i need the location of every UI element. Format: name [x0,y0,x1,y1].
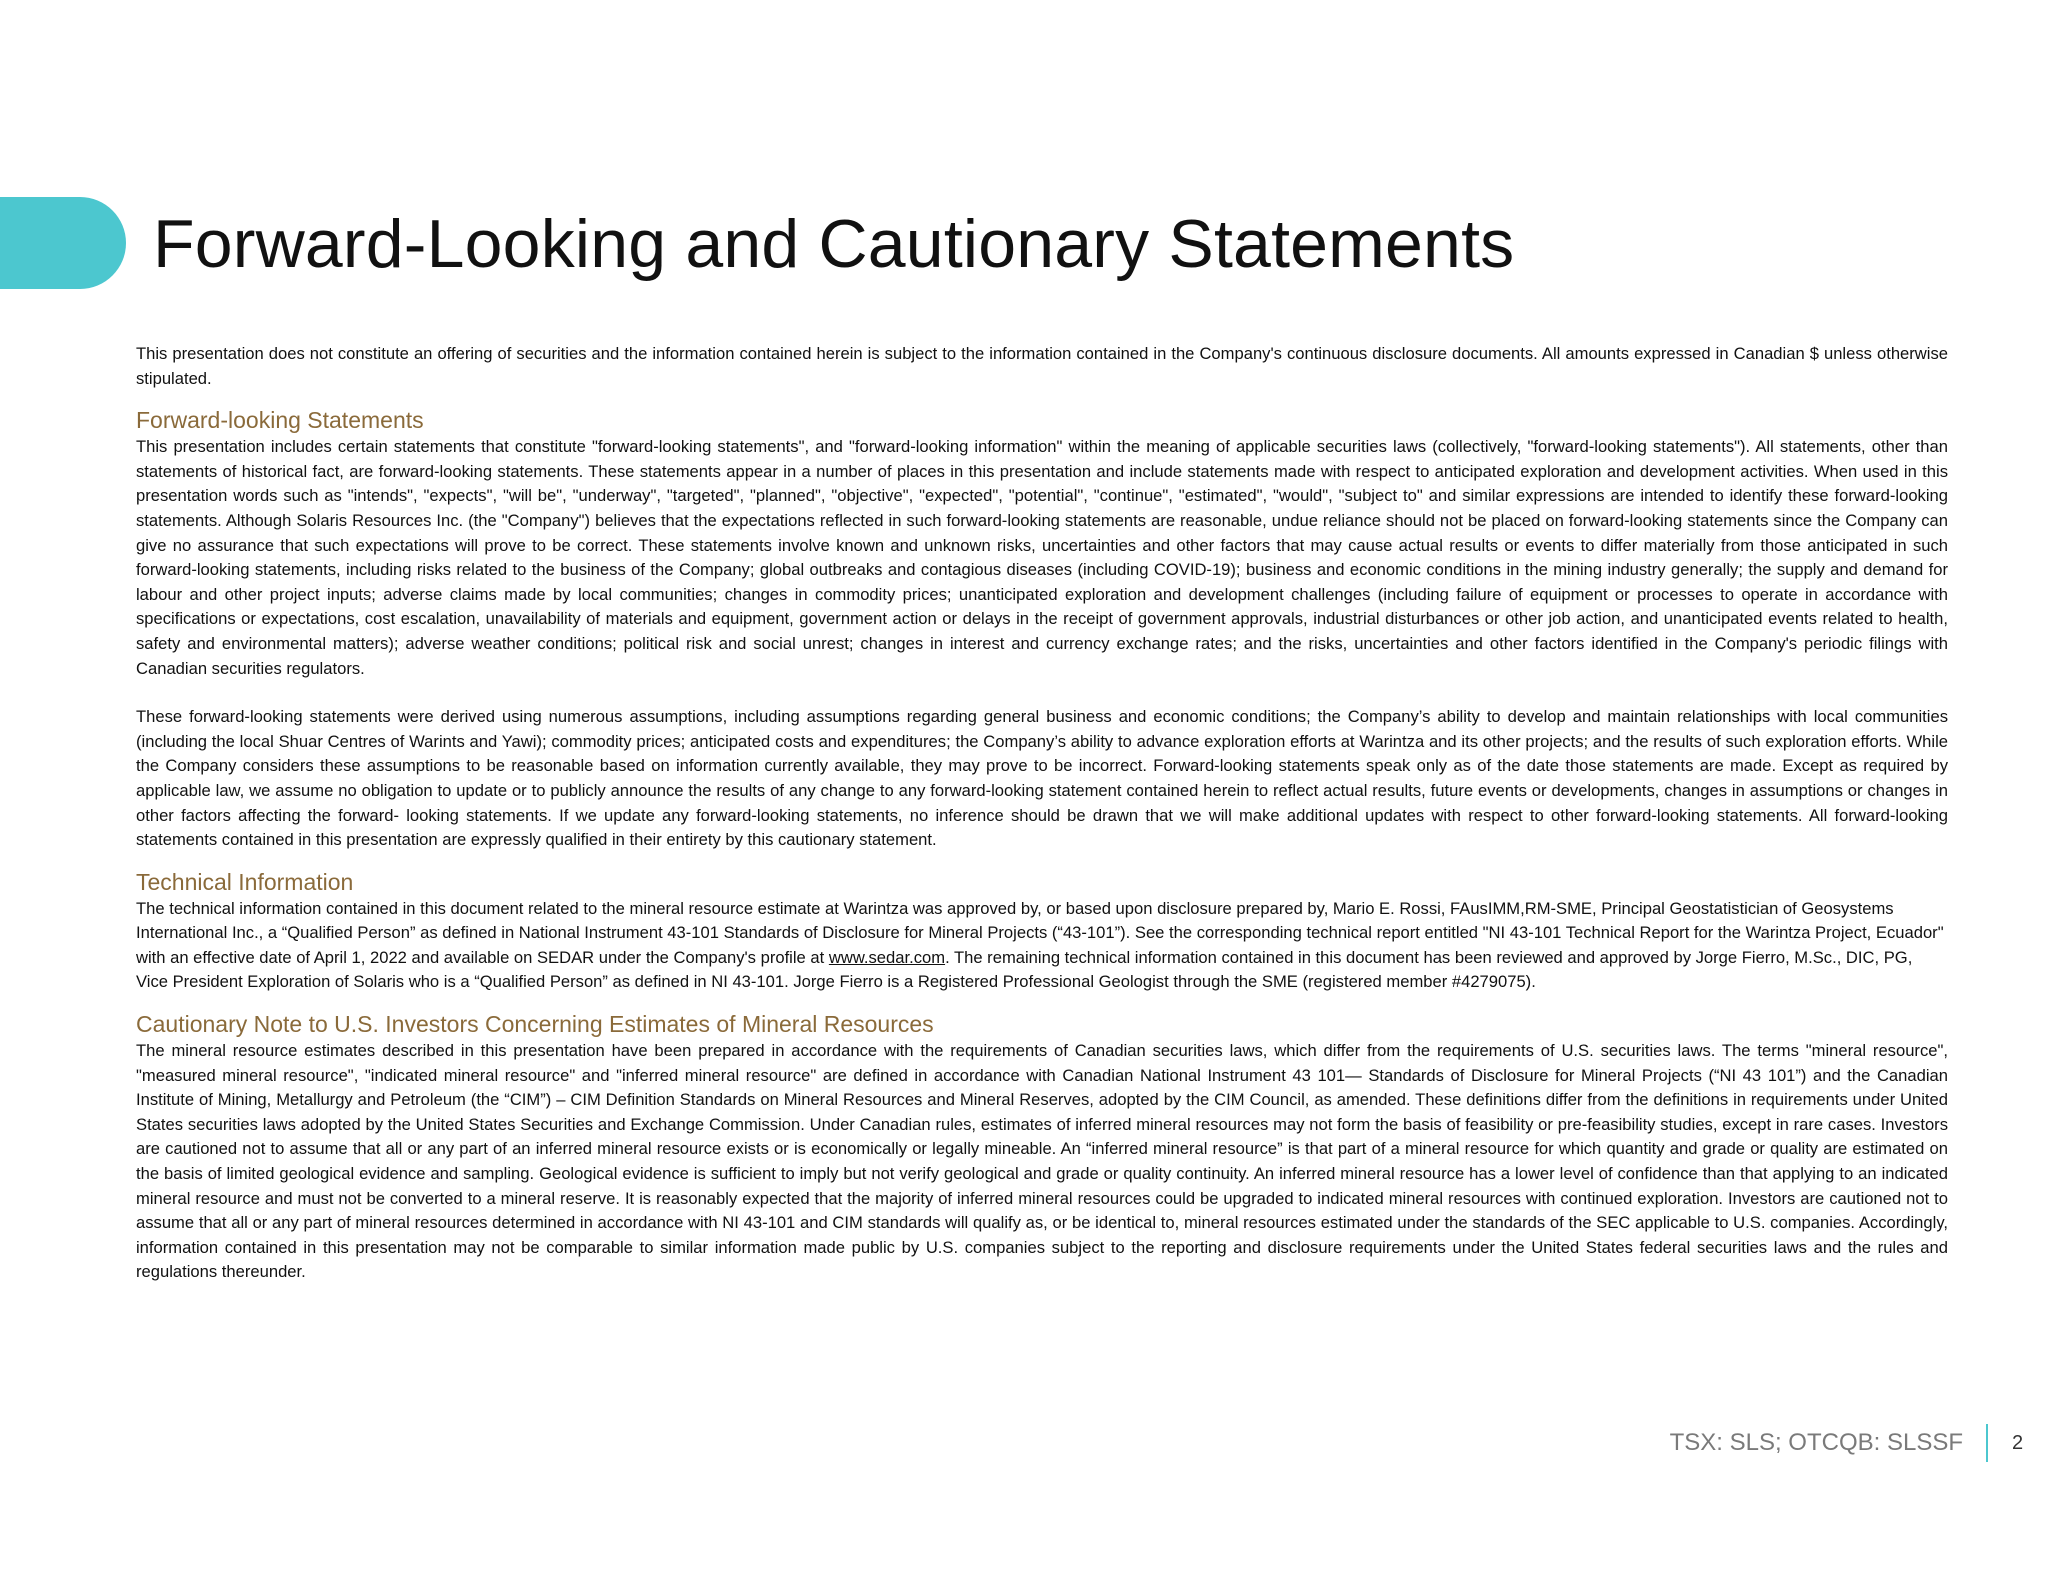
footer [0,1424,2048,1464]
disclaimer-content [136,342,1948,1285]
us-investors-paragraph: The mineral resource estimates described in this presentation have been prepared in accordance with the requirements of Canadian securities laws, which differ from the requirements of U.S. securities laws. The terms "mineral resource", "measured mineral resource", "indicated mineral resource" and "inferred mineral resource" are defined in accordance with Canadian National Instrument 43 101— Standards of Disclosure for Mineral Projects (“NI 43 101”) and the Canadian Institute of Mining, Metallurgy and Petroleum (the “CIM”) – CIM Definition Standards on Mineral Resources and Mineral Reserves, adopted by the CIM Council, as amended. These definitions differ from the definitions in requirements under United States securities laws adopted by the United States Securities and Exchange Commission. Under Canadian rules, estimates of inferred mineral resources may not form the basis of feasibility or pre-feasibility studies, except in rare cases. Investors are cautioned not to assume that all or any part of an inferred mineral resource exists or is economically or legally mineable. An “inferred mineral resource” is that part of a mineral resource for which quantity and grade or quality are estimated on the basis of limited geological evidence and sampling. Geological evidence is sufficient to imply but not verify geological and grade or quality continuity. An inferred mineral resource has a lower level of confidence than that applying to an indicated mineral resource and must not be converted to a mineral reserve. It is reasonably expected that the majority of inferred mineral resources could be upgraded to indicated mineral resources with continued exploration. Investors are cautioned not to assume that all or any part of mineral resources determined in accordance with NI 43-101 and CIM standards will qualify as, or be identical to, mineral resources estimated under the standards of the SEC applicable to U.S. companies. Accordingly, information contained in this presentation may not be comparable to similar information made public by U.S. companies subject to the reporting and disclosure requirements under the United States federal securities laws and the rules and regulations thereunder. [136,1041,1948,1282]
forward-looking-heading: Forward-looking Statements [136,407,424,434]
us-investors-section [136,1009,1948,1285]
technical-text-after-link: . The remaining technical information contained in this document has been reviewed and approved by Jorge Fierro, M.Sc., DIC, PG, Vice President Exploration of Solaris who is a “Qualified Person” as defined in NI 43-101. Jorge Fierro is a Registered Professional Geologist through the SME (registered member #4279075). [136,947,1913,992]
intro-paragraph: This presentation does not constitute an offering of securities and the information contained herein is subject to the information contained in the Company's continuous disclosure documents. All amounts expressed in Canadian $ unless otherwise stipulated. [136,344,1948,388]
footer-divider [1986,1424,1988,1462]
forward-looking-paragraph-1: This presentation includes certain statements that constitute "forward-looking statements", and "forward-looking information" within the meaning of applicable securities laws (collectively, "forward-looking statements"). All statements, other than statements of historical fact, are forward-looking statements. These statements appear in a number of places in this presentation and include statements made with respect to anticipated exploration and development activities. When used in this presentation words such as "intends", "expects", "will be", "underway", "targeted", "planned", "objective", "expected", "potential", "continue", "estimated", "would", "subject to" and similar expressions are intended to identify these forward-looking statements. Although Solaris Resources Inc. (the "Company") believes that the expectations reflected in such forward-looking statements are reasonable, undue reliance should not be placed on forward-looking statements since the Company can give no assurance that such expectations will prove to be correct. These statements involve known and unknown risks, uncertainties and other factors that may cause actual results or events to differ materially from those anticipated in such forward-looking statements, including risks related to the business of the Company; global outbreaks and contagious diseases (including COVID-19); business and economic conditions in the mining industry generally; the supply and demand for labour and other project inputs; adverse claims made by local communities; changes in commodity prices; unanticipated exploration and development challenges (including failure of equipment or processes to operate in accordance with specifications or expectations, cost escalation, unavailability of materials and equipment, government action or delays in the receipt of government approvals, industrial disturbances or other job action, and unanticipated events related to health, safety and environmental matters); adverse weather conditions; political risk and social unrest; changes in interest and currency exchange rates; and the risks, uncertainties and other factors identified in the Company's periodic filings with Canadian securities regulators. [136,437,1948,678]
page-title: Forward-Looking and Cautionary Statements [153,206,1515,282]
technical-information-heading: Technical Information [136,868,354,895]
sedar-link[interactable]: www.sedar.com [828,947,946,967]
title-accent-tab [0,197,126,289]
technical-information-paragraph [136,897,1948,995]
ticker-symbols: TSX: SLS; OTCQB: SLSSF [1669,1429,1963,1456]
us-investors-heading: Cautionary Note to U.S. Investors Concerning Estimates of Mineral Resources [136,1011,934,1038]
technical-text-before-link: The technical information contained in this document related to the mineral resource estimate at Warintza was approved by, or based upon disclosure prepared by, Mario E. Rossi, FAusIMM,RM-SME, Principal Geostatistician of Geosystems International Inc., a “Qualified Person” as defined in National Instrument 43-101 Standards of Disclosure for Mineral Projects (“43-101”). See the corresponding technical report entitled "NI 43-101 Technical Report for the Warintza Project, Ecuador" with an effective date of April 1, 2022 and available on SEDAR under the Company's profile at [136,898,1944,967]
page-number: 2 [2012,1432,2024,1454]
forward-looking-paragraph-2: These forward-looking statements were derived using numerous assumptions, including assumptions regarding general business and economic conditions; the Company’s ability to develop and maintain relationships with local communities (including the local Shuar Centres of Warints and Yawi); commodity prices; anticipated costs and expenditures; the Company’s ability to advance exploration efforts at Warintza and its other projects; and the results of such exploration efforts. While the Company considers these assumptions to be reasonable based on information currently available, they may prove to be incorrect. Forward-looking statements speak only as of the date those statements are made. Except as required by applicable law, we assume no obligation to update or to publicly announce the results of any change to any forward-looking statement contained herein to reflect actual results, future events or developments, changes in assumptions or changes in other factors affecting the forward- looking statements. If we update any forward-looking statements, no inference should be drawn that we will make additional updates with respect to other forward-looking statements. All forward-looking statements contained in this presentation are expressly qualified in their entirety by this cautionary statement. [136,707,1948,850]
paragraph-spacer [136,681,1948,705]
section-spacer [136,995,1948,1009]
technical-information-section [136,867,1948,995]
forward-looking-section [136,405,1948,853]
section-spacer [136,853,1948,867]
